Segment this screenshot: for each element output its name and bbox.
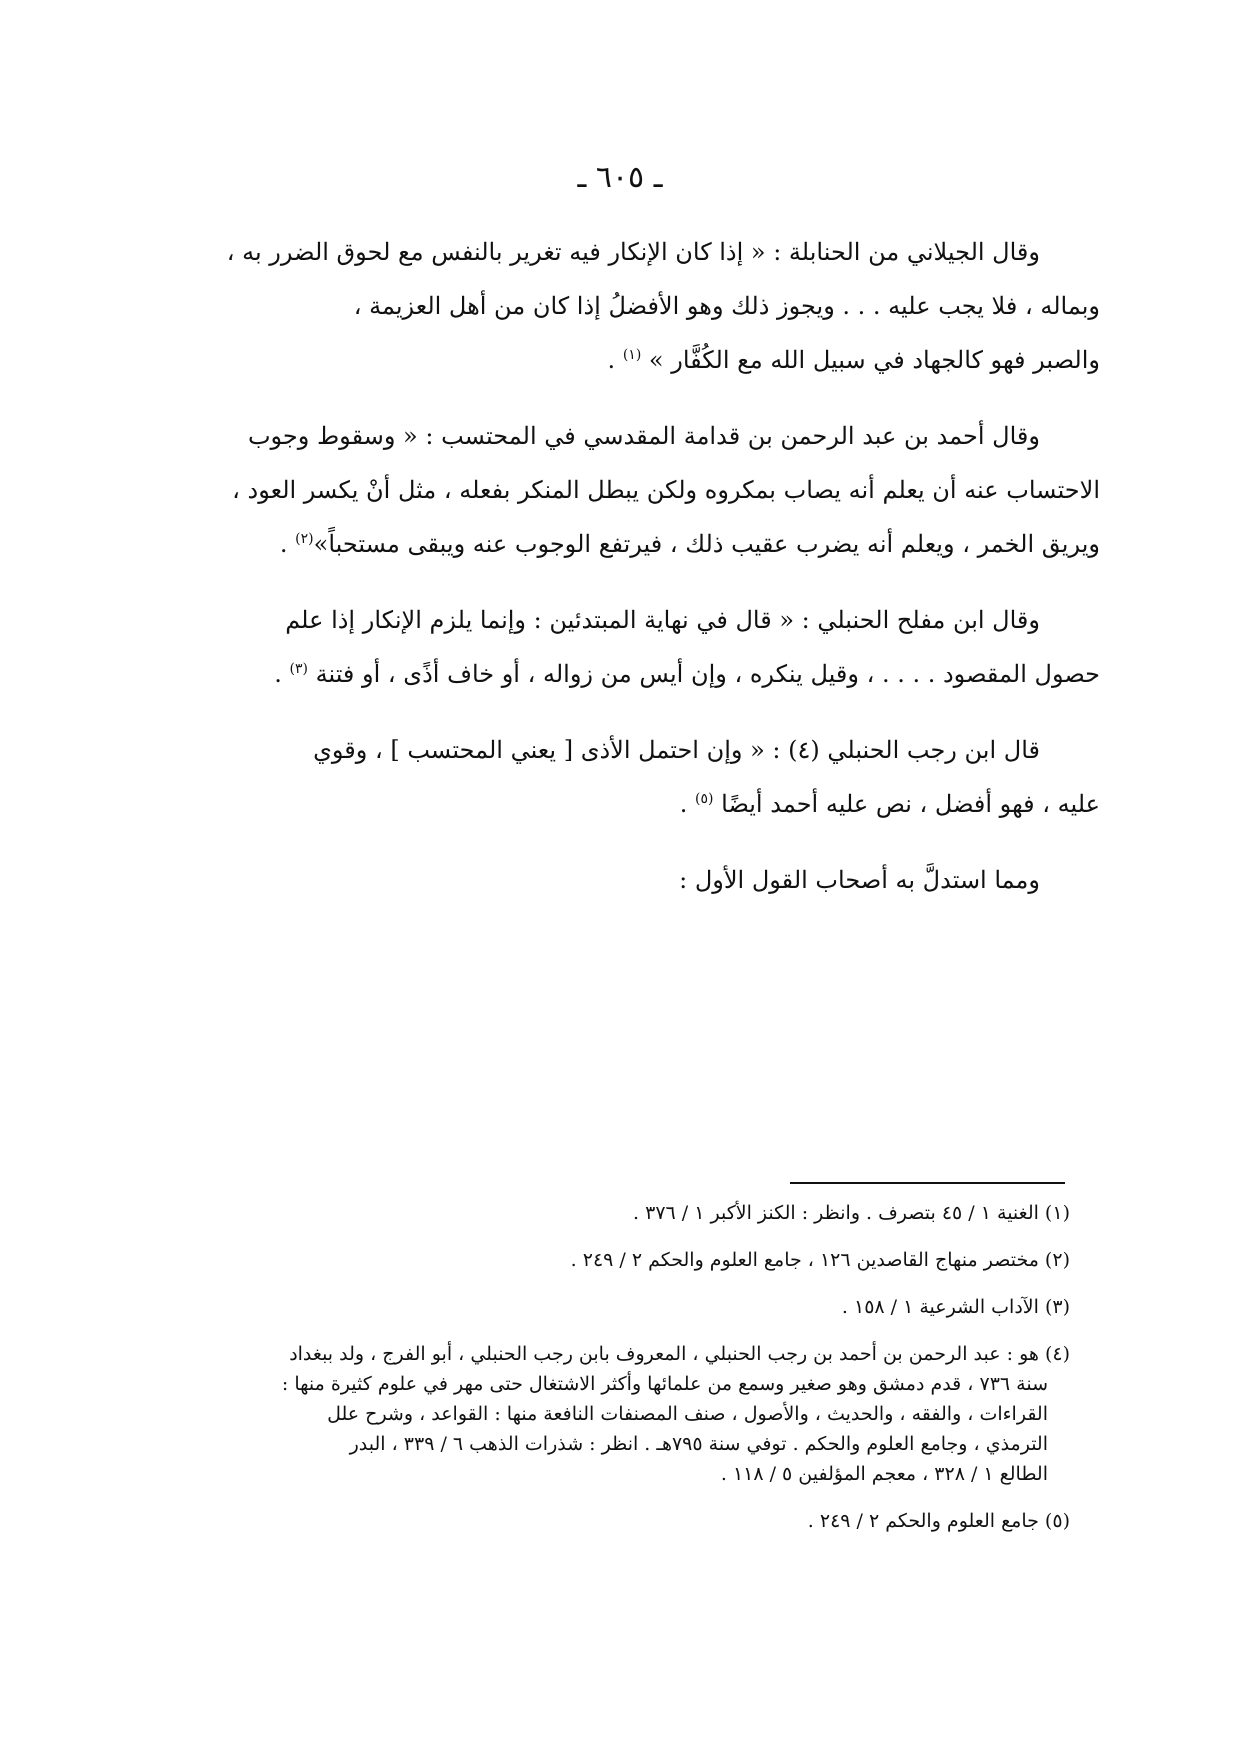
main-text	[180, 225, 1100, 929]
footnote-line: القراءات ، والفقه ، والحديث ، والأصول ، صنف المصنفات النافعة منها : القواعد ، وشرح علل	[327, 1403, 1048, 1425]
paragraph-line: وبماله ، فلا يجب عليه . . . ويجوز ذلك وهو الأفضلُ إذا كان من أهل العزيمة ،	[353, 292, 1100, 320]
footnote-ref[interactable]: (٢)	[295, 531, 314, 547]
paragraph-line: الاحتساب عنه أن يعلم أنه يصاب بمكروه ولكن يبطل المنكر بفعله ، مثل أنْ يكسر العود ،	[232, 476, 1100, 504]
paragraph-line: عليه ، فهو أفضل ، نص عليه أحمد أيضًا	[721, 790, 1100, 818]
paragraph-tail: .	[607, 346, 623, 374]
footnote-line: (٤) هو : عبد الرحمن بن أحمد بن رجب الحنبلي ، المعروف بابن رجب الحنبلي ، أبو الفرج ، ولد ببغداد	[289, 1343, 1070, 1365]
paragraph-1	[180, 225, 1100, 387]
footnote-divider	[790, 1182, 1065, 1184]
footnote-5	[150, 1506, 1070, 1536]
paragraph-4	[180, 723, 1100, 831]
paragraph-2	[180, 409, 1100, 571]
footnotes	[150, 1198, 1070, 1553]
footnote-line: سنة ٧٣٦ ، قدم دمشق وهو صغير وسمع من علمائها وأكثر الاشتغال حتى مهر في علوم كثيرة منها :	[281, 1373, 1048, 1395]
paragraph-line: والصبر فهو كالجهاد في سبيل الله مع الكُفَّار »	[648, 346, 1100, 374]
footnote-line: (٣) الآداب الشرعية ١ / ١٥٨ .	[841, 1296, 1070, 1318]
paragraph-line: قال ابن رجب الحنبلي (٤) : « وإن احتمل الأذى [ يعني المحتسب ] ، وقوي	[313, 736, 1040, 764]
paragraph-line: ويريق الخمر ، ويعلم أنه يضرب عقيب ذلك ، فيرتفع الوجوب عنه ويبقى مستحباً»	[313, 530, 1100, 558]
paragraph-tail: .	[679, 790, 696, 818]
footnote-ref[interactable]: (٣)	[289, 661, 308, 677]
footnote-line: الطالع ١ / ٣٢٨ ، معجم المؤلفين ٥ / ١١٨ .	[720, 1463, 1048, 1485]
footnote-1	[150, 1198, 1070, 1228]
footnote-ref[interactable]: (٥)	[695, 791, 714, 807]
paragraph-line: ومما استدلَّ به أصحاب القول الأول :	[679, 866, 1040, 894]
paragraph-line: وقال أحمد بن عبد الرحمن بن قدامة المقدسي في المحتسب : « وسقوط وجوب	[247, 422, 1040, 450]
page-number: ـ ٦٠٥ ـ	[577, 160, 663, 195]
footnote-2	[150, 1245, 1070, 1275]
footnote-3	[150, 1292, 1070, 1322]
paragraph-tail: .	[274, 660, 290, 688]
footnote-line: (٥) جامع العلوم والحكم ٢ / ٢٤٩ .	[807, 1510, 1070, 1532]
footnote-line: الترمذي ، وجامع العلوم والحكم . توفي سنة ٧٩٥هـ . انظر : شذرات الذهب ٦ / ٣٣٩ ، البدر	[349, 1433, 1048, 1455]
footnote-line: (٢) مختصر منهاج القاصدين ١٢٦ ، جامع العلوم والحكم ٢ / ٢٤٩ .	[570, 1249, 1070, 1271]
footnote-4	[150, 1339, 1070, 1489]
paragraph-5	[180, 853, 1100, 907]
paragraph-line: وقال الجيلاني من الحنابلة : « إذا كان الإنكار فيه تغرير بالنفس مع لحوق الضرر به ،	[226, 238, 1040, 266]
paragraph-line: حصول المقصود . . . . ، وقيل ينكره ، وإن أيس من زواله ، أو خاف أذًى ، أو فتنة	[315, 660, 1100, 688]
footnote-ref[interactable]: (١)	[622, 347, 642, 363]
footnote-line: (١) الغنية ١ / ٤٥ بتصرف . وانظر : الكنز الأكبر ١ / ٣٧٦ .	[633, 1202, 1070, 1224]
paragraph-3	[180, 593, 1100, 701]
paragraph-tail: .	[279, 530, 296, 558]
paragraph-line: وقال ابن مفلح الحنبلي : « قال في نهاية المبتدئين : وإنما يلزم الإنكار إذا علم	[285, 606, 1040, 634]
